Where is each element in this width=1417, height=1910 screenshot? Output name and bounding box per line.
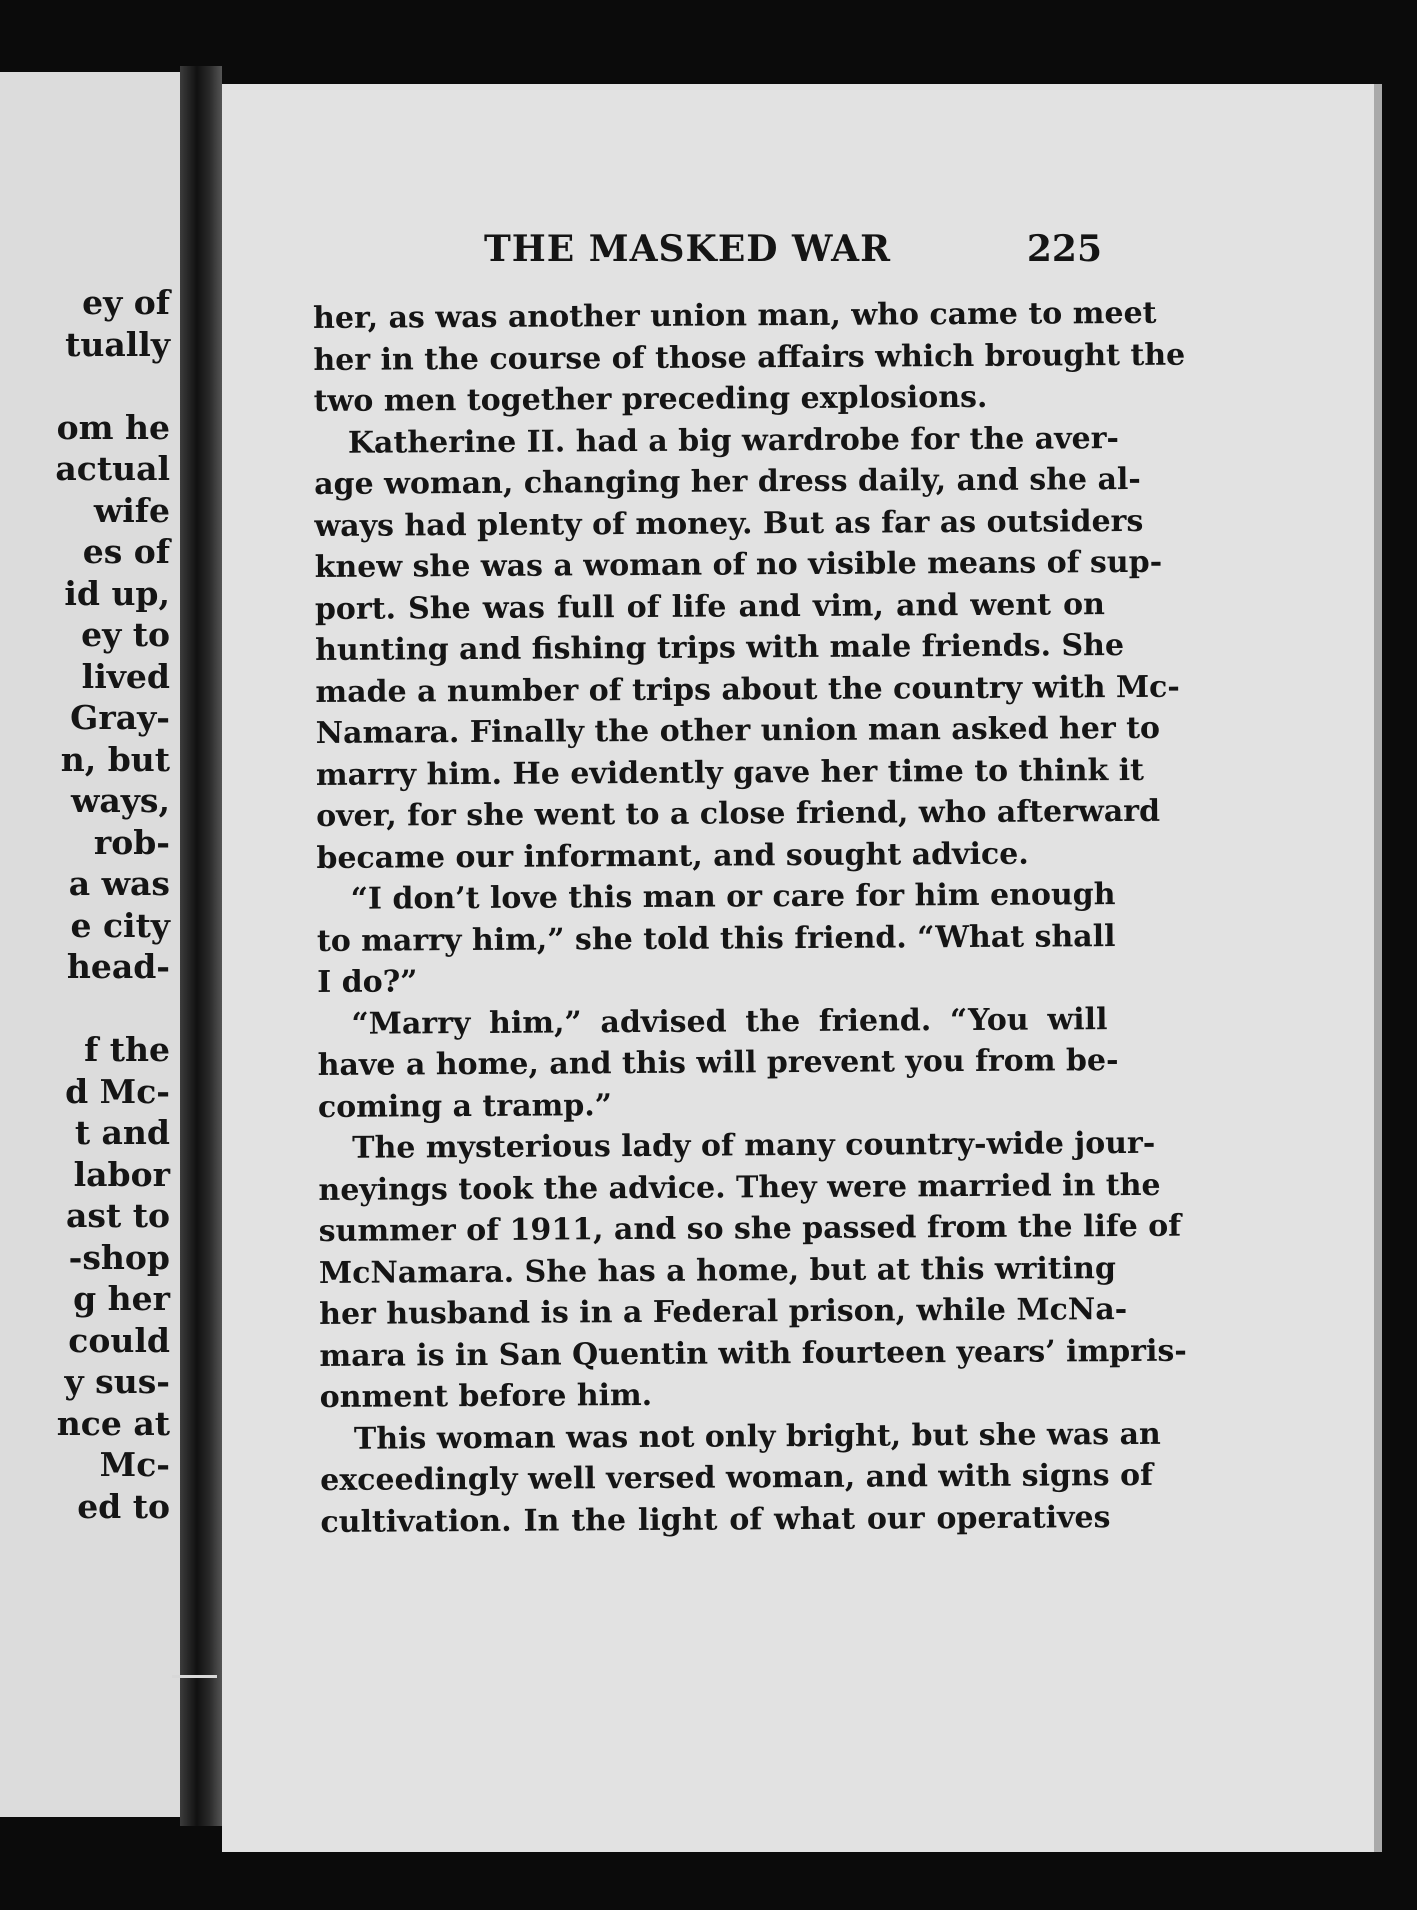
page-number: 225 <box>1026 228 1102 270</box>
text-line: Namara. Finally the other union man asked her to <box>315 710 1161 751</box>
left-page-line: -shop <box>68 1237 170 1277</box>
gutter-mark <box>172 1675 217 1678</box>
left-page-line: ey of <box>82 283 170 322</box>
left-page-line: Gray- <box>70 698 170 737</box>
left-page-line: could <box>68 1320 170 1360</box>
book-gutter <box>180 66 222 1826</box>
text-line: to marry him,” she told this friend. “What shall <box>316 918 1116 959</box>
text-line: neyings took the advice. They were married in the <box>318 1167 1161 1208</box>
left-page-line: actual <box>55 449 170 488</box>
text-line: marry him. He evidently gave her time to think it <box>315 752 1145 793</box>
text-line: exceedingly well versed woman, and with signs of <box>320 1457 1154 1498</box>
left-page-line: d Mc- <box>65 1071 170 1111</box>
text-line: her in the course of those affairs which brought the <box>313 337 1186 378</box>
text-line: port. She was full of life and vim, and went on <box>314 586 1105 627</box>
left-page-text <box>0 282 170 1527</box>
text-line: age woman, changing her dress daily, and she al- <box>314 461 1141 502</box>
left-page-line: ey to <box>81 615 170 654</box>
text-line: hunting and fishing trips with male friends. She <box>315 628 1125 668</box>
text-line: two men together preceding explosions. <box>313 379 988 419</box>
text-line: ways had plenty of money. But as far as outsiders <box>314 503 1144 544</box>
running-head: THE MASKED WAR <box>484 228 892 270</box>
text-line: made a number of trips about the country with Mc- <box>315 669 1180 710</box>
left-page-line: om he <box>56 407 170 447</box>
left-page-line: y sus- <box>64 1362 170 1401</box>
page-header <box>262 228 1102 284</box>
page-edge <box>1374 84 1382 1852</box>
text-line: mara is in San Quentin with fourteen years’ impris- <box>319 1333 1187 1374</box>
left-page-line: es of <box>82 532 170 571</box>
text-line: became our informant, and sought advice. <box>316 836 1029 876</box>
left-page-line <box>0 988 170 1030</box>
text-line: coming a tramp.” <box>317 1087 613 1125</box>
left-page-line: n, but <box>60 739 170 779</box>
left-page-line: labor <box>73 1154 170 1194</box>
left-page-line: lived <box>81 656 170 696</box>
left-page-line: ways, <box>70 781 170 820</box>
left-page <box>0 72 196 1817</box>
text-line: knew she was a woman of no visible means of sup- <box>314 544 1163 585</box>
text-line: her, as was another union man, who came to meet <box>313 295 1157 336</box>
text-line: McNamara. She has a home, but at this writing <box>318 1250 1117 1291</box>
text-line: The mysterious lady of many country-wide jour- <box>352 1125 1156 1166</box>
text-line: I do?” <box>317 964 418 1000</box>
left-page-line <box>0 365 170 407</box>
left-page-line: nce at <box>56 1403 170 1443</box>
left-page-line: ast to <box>66 1196 170 1235</box>
text-line: cultivation. In the light of what our operatives <box>320 1499 1111 1540</box>
left-page-line: f the <box>84 1030 170 1069</box>
left-page-line: t and <box>74 1113 170 1152</box>
left-page-line: rob- <box>93 822 170 862</box>
text-line: Katherine II. had a big wardrobe for the aver- <box>347 420 1120 461</box>
left-page-line: e city <box>70 905 170 945</box>
text-line: summer of 1911, and so she passed from the life of <box>318 1208 1182 1249</box>
left-page-line: Mc- <box>99 1445 170 1484</box>
text-line: “Marry him,” advised the friend. “You will <box>351 1001 1108 1042</box>
left-page-line: wife <box>93 490 170 530</box>
text-line: “I don’t love this man or care for him enough <box>350 877 1116 917</box>
text-line: have a home, and this will prevent you from be- <box>317 1043 1119 1083</box>
body-text <box>313 293 1187 1543</box>
left-page-line: ed to <box>77 1486 170 1526</box>
left-page-line: head- <box>66 947 170 986</box>
left-page-line: tually <box>65 324 170 364</box>
left-page-line: a was <box>68 864 170 903</box>
left-page-line: g her <box>73 1279 170 1318</box>
text-line: her husband is in a Federal prison, while McNa- <box>319 1292 1128 1332</box>
left-page-line: id up, <box>64 573 170 613</box>
text-line: over, for she went to a close friend, who afterward <box>316 793 1161 834</box>
text-line: onment before him. <box>319 1377 653 1415</box>
text-line: This woman was not only bright, but she was an <box>353 1416 1161 1457</box>
